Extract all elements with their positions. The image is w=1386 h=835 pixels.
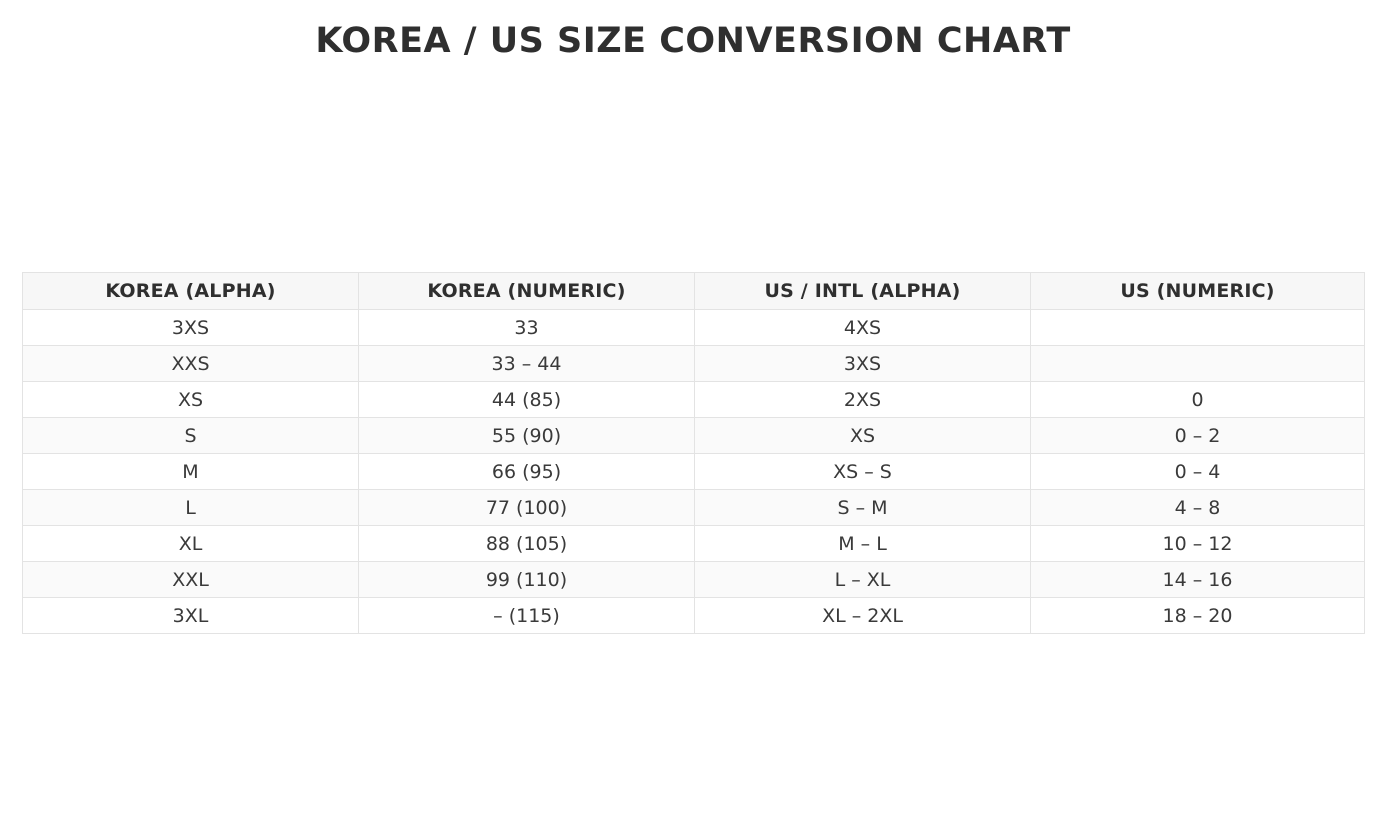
cell-korea-numeric: 33 – 44	[359, 346, 695, 382]
cell-korea-numeric: 88 (105)	[359, 526, 695, 562]
cell-us-intl-alpha: XS	[695, 418, 1031, 454]
column-header-korea-numeric: KOREA (NUMERIC)	[359, 273, 695, 310]
cell-us-numeric	[1031, 346, 1365, 382]
table-row	[23, 310, 1365, 346]
cell-korea-alpha: L	[23, 490, 359, 526]
page-title: KOREA / US SIZE CONVERSION CHART	[315, 21, 1071, 61]
cell-korea-numeric: 44 (85)	[359, 382, 695, 418]
table-row	[23, 454, 1365, 490]
cell-korea-alpha: M	[23, 454, 359, 490]
cell-korea-alpha: S	[23, 418, 359, 454]
cell-us-intl-alpha: M – L	[695, 526, 1031, 562]
cell-korea-alpha: XS	[23, 382, 359, 418]
cell-us-numeric: 18 – 20	[1031, 598, 1365, 634]
table-row	[23, 418, 1365, 454]
cell-korea-numeric: 99 (110)	[359, 562, 695, 598]
table-row	[23, 526, 1365, 562]
table-header-row	[23, 273, 1365, 310]
table-row	[23, 490, 1365, 526]
table-row	[23, 346, 1365, 382]
cell-korea-alpha: XXL	[23, 562, 359, 598]
cell-us-intl-alpha: 4XS	[695, 310, 1031, 346]
cell-us-numeric: 4 – 8	[1031, 490, 1365, 526]
table-row	[23, 562, 1365, 598]
column-header-us-intl-alpha: US / INTL (ALPHA)	[695, 273, 1031, 310]
cell-us-numeric: 10 – 12	[1031, 526, 1365, 562]
cell-us-numeric: 14 – 16	[1031, 562, 1365, 598]
size-conversion-table	[22, 272, 1365, 634]
column-header-korea-alpha: KOREA (ALPHA)	[23, 273, 359, 310]
cell-us-intl-alpha: L – XL	[695, 562, 1031, 598]
cell-us-numeric: 0	[1031, 382, 1365, 418]
cell-korea-numeric: 33	[359, 310, 695, 346]
cell-korea-numeric: 55 (90)	[359, 418, 695, 454]
cell-us-intl-alpha: XS – S	[695, 454, 1031, 490]
column-header-us-numeric: US (NUMERIC)	[1031, 273, 1365, 310]
cell-us-intl-alpha: XL – 2XL	[695, 598, 1031, 634]
cell-korea-alpha: 3XS	[23, 310, 359, 346]
cell-us-numeric: 0 – 2	[1031, 418, 1365, 454]
cell-us-intl-alpha: 3XS	[695, 346, 1031, 382]
cell-korea-alpha: 3XL	[23, 598, 359, 634]
table-header	[23, 273, 1365, 310]
cell-korea-numeric: – (115)	[359, 598, 695, 634]
cell-korea-alpha: XL	[23, 526, 359, 562]
table-body	[23, 310, 1365, 634]
cell-us-numeric: 0 – 4	[1031, 454, 1365, 490]
cell-us-intl-alpha: S – M	[695, 490, 1031, 526]
cell-us-numeric	[1031, 310, 1365, 346]
cell-korea-alpha: XXS	[23, 346, 359, 382]
cell-korea-numeric: 66 (95)	[359, 454, 695, 490]
table-row	[23, 382, 1365, 418]
cell-korea-numeric: 77 (100)	[359, 490, 695, 526]
cell-us-intl-alpha: 2XS	[695, 382, 1031, 418]
size-conversion-table-container	[22, 272, 1364, 634]
table-row	[23, 598, 1365, 634]
